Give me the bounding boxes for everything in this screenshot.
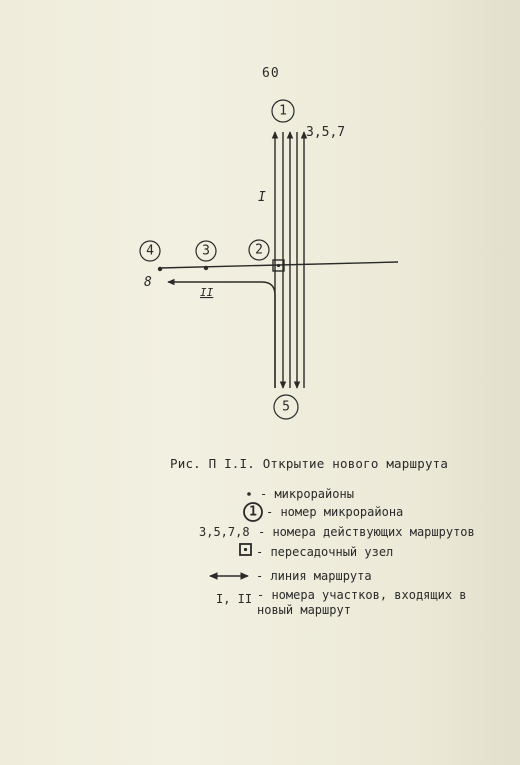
legend-label: - номера действующих маршрутов bbox=[258, 525, 475, 539]
legend-item-transfer-node bbox=[256, 545, 393, 559]
route-end-label: 8 bbox=[144, 275, 152, 290]
legend-item-district-number bbox=[266, 505, 403, 519]
svg-text:4: 4 bbox=[146, 243, 154, 259]
legend-label: - линия маршрута bbox=[256, 569, 372, 583]
legend-item-section-numbers-cont bbox=[257, 603, 351, 617]
district-circle-2 bbox=[249, 240, 269, 260]
legend-item-section-numbers-label bbox=[257, 588, 467, 602]
svg-text:3: 3 bbox=[202, 243, 210, 259]
legend-item-micro-districts bbox=[260, 487, 354, 501]
legend-label: - номера участков, входящих в bbox=[257, 588, 467, 602]
legend-symbol-text: 3,5,7,8 bbox=[199, 525, 250, 539]
legend-district-circle-symbol bbox=[244, 503, 262, 521]
district-circle-3 bbox=[196, 241, 216, 261]
legend-item-section-numbers bbox=[216, 592, 252, 606]
svg-text:5: 5 bbox=[282, 399, 290, 415]
svg-text:2: 2 bbox=[255, 242, 263, 258]
district-dot-3 bbox=[204, 266, 208, 270]
legend-item-route-numbers-label bbox=[258, 525, 475, 539]
new-route-line bbox=[168, 282, 275, 388]
legend-label: - номер микрорайона bbox=[266, 505, 404, 519]
legend-label: - микрорайоны bbox=[260, 487, 354, 501]
svg-text:1: 1 bbox=[279, 103, 287, 119]
legend-transfer-node-symbol bbox=[240, 544, 251, 555]
legend-label: - пересадочный узел bbox=[256, 545, 394, 559]
district-circle-1 bbox=[272, 100, 294, 122]
section-I-label: I bbox=[258, 190, 266, 205]
district-circle-5 bbox=[274, 395, 298, 419]
legend-item-route-line bbox=[256, 569, 372, 583]
district-circle-4 bbox=[140, 241, 160, 261]
legend-dot-symbol bbox=[247, 492, 251, 496]
legend-label-cont: новый маршрут bbox=[257, 603, 351, 617]
district-dot-4 bbox=[158, 267, 162, 271]
section-II-label: II bbox=[200, 286, 214, 299]
legend-symbol-text: I, II bbox=[216, 592, 253, 606]
page-number: 60 bbox=[262, 66, 280, 81]
routes-label: 3,5,7 bbox=[306, 125, 346, 140]
svg-text:1: 1 bbox=[249, 504, 257, 520]
legend-item-route-numbers bbox=[199, 525, 250, 539]
figure-caption: Рис. П I.I. Открытие нового маршрута bbox=[170, 456, 449, 471]
